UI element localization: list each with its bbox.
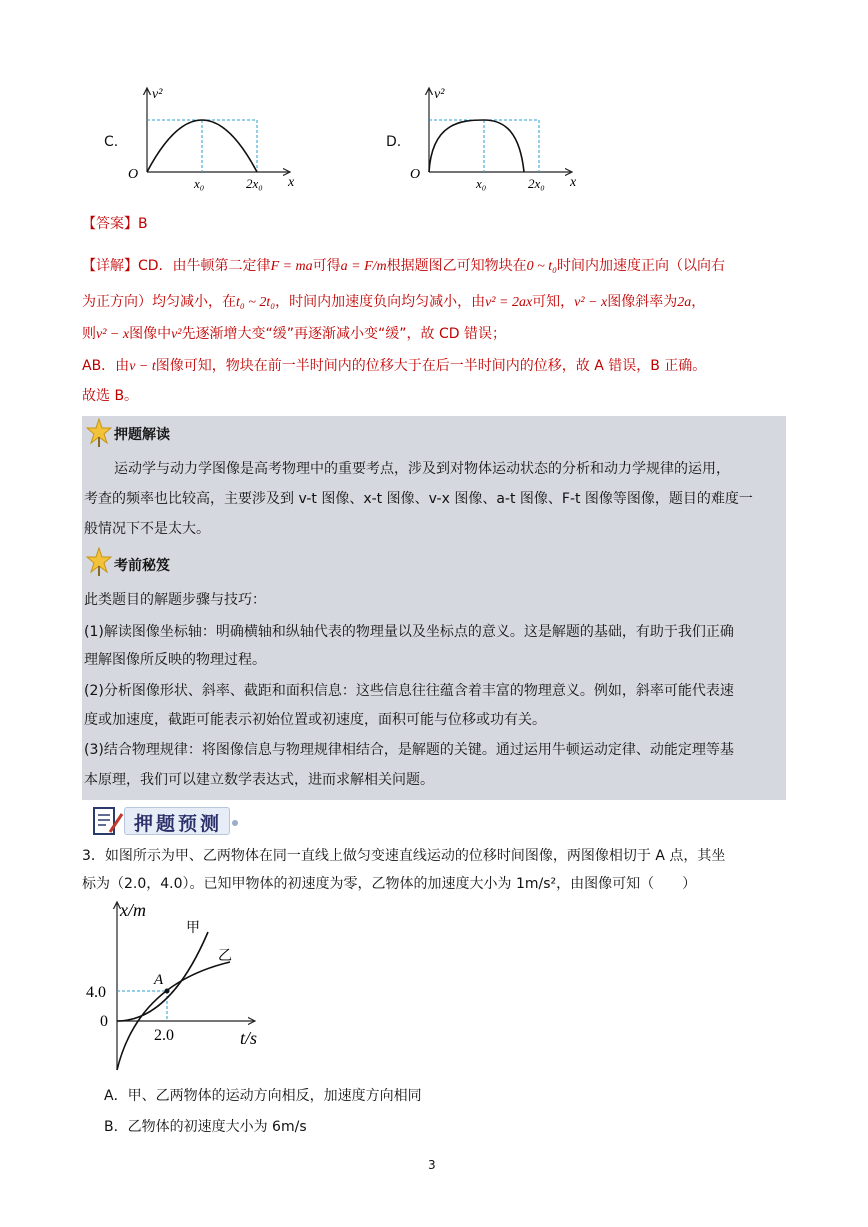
star-icon (86, 418, 112, 448)
curve-d (429, 120, 524, 172)
question-line-1: 3．如图所示为甲、乙两物体在同一直线上做匀变速直线运动的位移时间图像，两图像相切于 A 点，其坐 (82, 848, 726, 864)
x-axis-label: x (570, 175, 577, 190)
reading-line-3: 般情况下不是太大。 (84, 521, 210, 537)
option-b: B．乙物体的初速度大小为 6m/s (104, 1119, 307, 1135)
answer-line: 【答案】B (82, 216, 148, 232)
analysis-line-1: 【详解】CD．由牛顿第二定律F = ma可得a = F/m根据题图乙可知物块在0 ~ t₀时间内加速度正向（以向右 (82, 258, 726, 274)
curve-yi-label: 乙 (218, 949, 232, 964)
point-a-label: A (154, 972, 164, 988)
option-a: A．甲、乙两物体的运动方向相反，加速度方向相同 (104, 1088, 422, 1104)
tip-1-line-1: (1)解读图像坐标轴：明确横轴和纵轴代表的物理量以及坐标点的意义。这是解题的基础，有助于我们正确 (84, 624, 734, 640)
y-tick-label: 4.0 (86, 984, 106, 1001)
question-line-2: 标为（2.0，4.0）。已知甲物体的初速度为零，乙物体的加速度大小为 1m/s²，由图像可知（ ） (82, 876, 697, 892)
x-axis-label: x (288, 175, 295, 190)
origin-label: 0 (100, 1013, 108, 1030)
option-d-label: D. (386, 134, 402, 150)
page-number: 3 (428, 1158, 436, 1172)
reading-title: 押题解读 (114, 427, 170, 443)
curve-yi (117, 962, 230, 1070)
banner (90, 804, 240, 838)
option-c-label: C. (104, 134, 119, 150)
x-tick-label: 2.0 (154, 1027, 174, 1044)
y-axis-label: x/m (120, 900, 146, 920)
origin-label: O (128, 167, 139, 182)
reading-line-1: 运动学与动力学图像是高考物理中的重要考点，涉及到对物体运动状态的分析和动力学规律的运用， (114, 461, 730, 477)
tick-2x0: 2x₀ (528, 176, 545, 191)
tip-2-line-1: (2)分析图像形状、斜率、截距和面积信息：这些信息往往蕴含着丰富的物理意义。例如，斜率可能代表速 (84, 683, 734, 699)
tick-x0: x₀ (194, 176, 205, 191)
y-axis-label: v² (434, 87, 445, 102)
y-axis-label: v² (152, 87, 163, 102)
option-c-graph (120, 82, 310, 192)
option-d-graph (402, 82, 592, 192)
reading-line-2: 考查的频率也比较高，主要涉及到 v-t 图像、x-t 图像、v-x 图像、a-t 图像、F-t 图像等图像，题目的难度一 (84, 491, 753, 507)
notebook-icon (90, 804, 124, 838)
tick-x0: x₀ (476, 176, 487, 191)
curve-jia-label: 甲 (186, 921, 200, 936)
tick-2x0: 2x₀ (246, 176, 263, 191)
analysis-line-3: 则v² − x图像中v²先逐渐增大变“缓”再逐渐减小变“缓”，故 CD 错误； (82, 326, 506, 342)
question-graph (80, 898, 280, 1078)
analysis-line-5: 故选 B。 (82, 388, 139, 404)
star-icon (86, 547, 112, 577)
analysis-line-2: 为正方向）均匀减小，在t₀ ~ 2t₀，时间内加速度负向均匀减小，由v² = 2ax可知，v² − x图像斜率为2a， (82, 294, 706, 310)
tip-3-line-2: 本原理，我们可以建立数学表达式，进而求解相关问题。 (84, 772, 434, 788)
origin-label: O (410, 167, 421, 182)
tips-title: 考前秘笈 (114, 558, 170, 574)
point-a (165, 989, 170, 994)
tip-1-line-2: 理解图像所反映的物理过程。 (84, 652, 266, 668)
tip-3-line-1: (3)结合物理规律：将图像信息与物理规律相结合，是解题的关键。通过运用牛顿运动定律、动能定理等基 (84, 742, 734, 758)
x-axis-label: t/s (240, 1028, 258, 1048)
analysis-line-4: AB．由v − t图像可知，物块在前一半时间内的位移大于在后一半时间内的位移，故 A 错误，B 正确。 (82, 358, 707, 374)
banner-title: 押题预测 (134, 813, 223, 835)
banner-dot (232, 820, 238, 826)
tip-2-line-2: 度或加速度，截距可能表示初始位置或初速度，面积可能与位移或功有关。 (84, 712, 546, 728)
tips-intro: 此类题目的解题步骤与技巧： (84, 592, 266, 608)
